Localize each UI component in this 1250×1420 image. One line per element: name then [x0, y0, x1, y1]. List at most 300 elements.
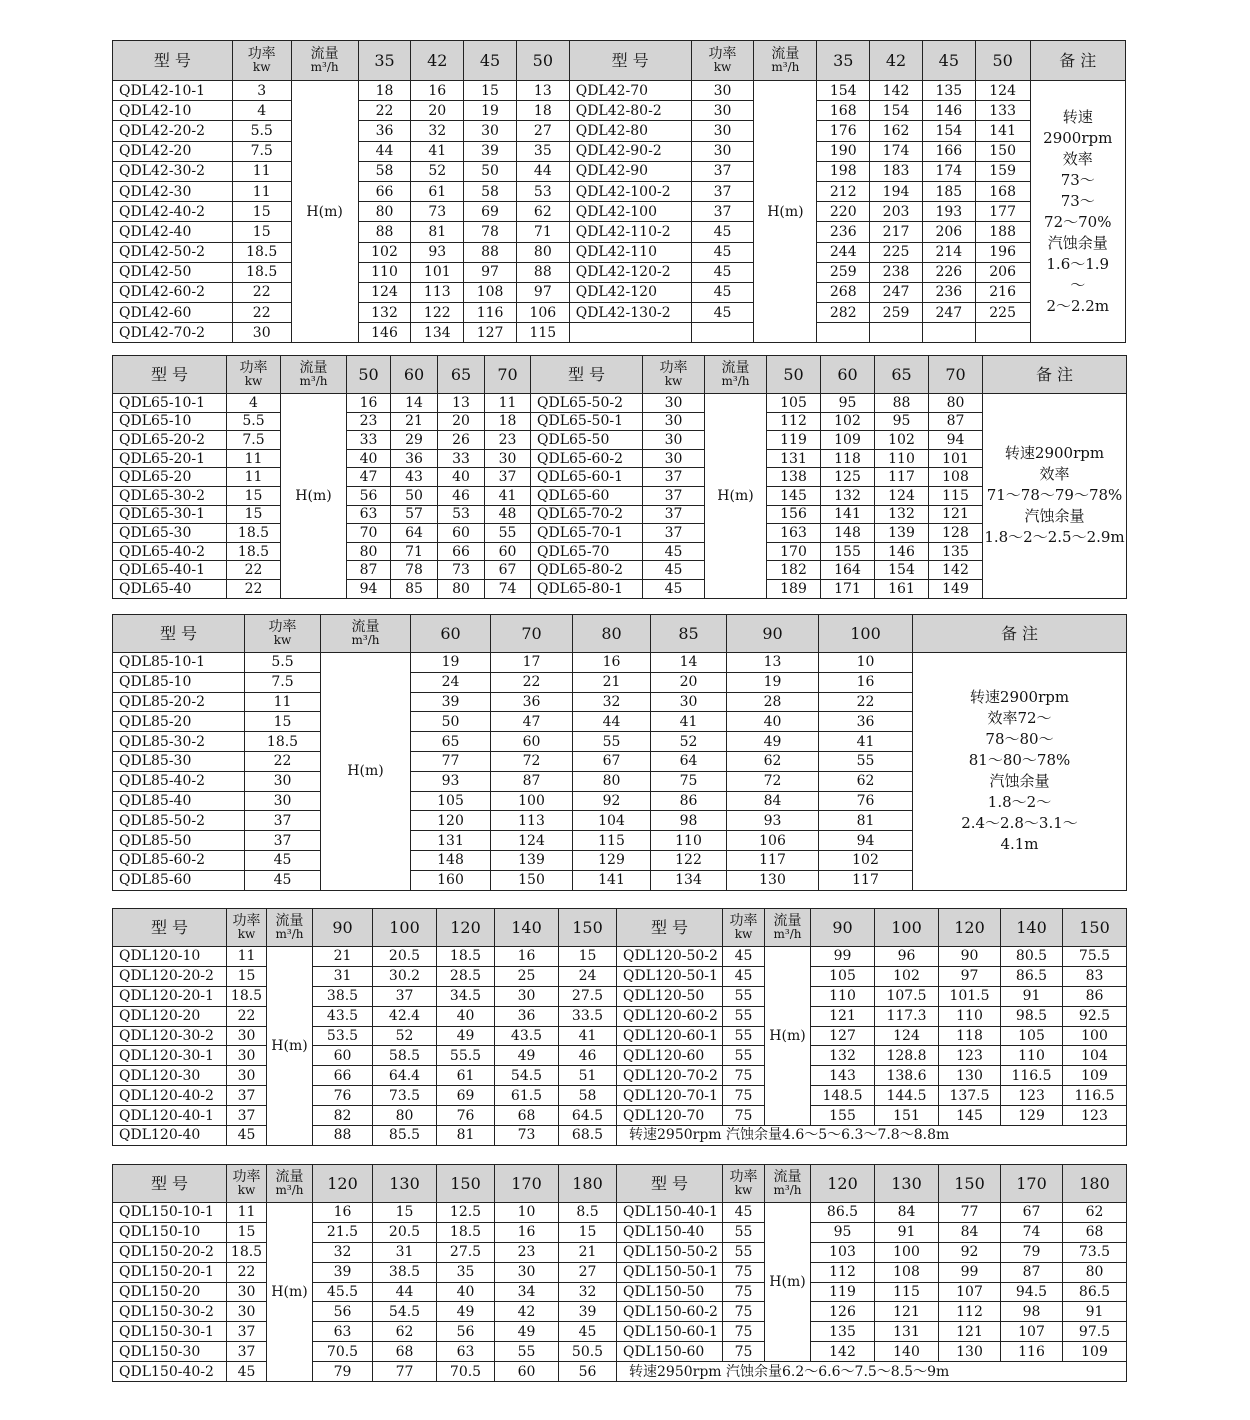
power-cell: 18.5 — [227, 542, 281, 561]
head-value-cell: 85.5 — [373, 1126, 437, 1146]
flow-value-header: 50 — [767, 356, 821, 394]
power-cell: 45 — [691, 262, 754, 282]
head-value-cell: 45 — [559, 1322, 617, 1342]
head-value-cell: 124 — [875, 1026, 939, 1046]
model-cell: QDL120-50-2 — [617, 947, 723, 967]
head-value-cell: 115 — [516, 323, 569, 343]
head-value-cell: 171 — [821, 579, 875, 598]
power-label: 功率 — [247, 45, 276, 62]
head-value-cell: 154 — [922, 121, 975, 141]
head-value-cell: 55 — [819, 751, 913, 771]
head-value-cell: 39 — [464, 141, 517, 161]
power-cell: 37 — [691, 181, 754, 201]
power-cell: 22 — [245, 751, 321, 771]
head-value-cell: 23 — [485, 431, 531, 450]
head-value-cell: 121 — [811, 1006, 875, 1026]
model-header: 型 号 — [113, 615, 245, 653]
head-value-cell: 20 — [651, 672, 727, 692]
model-cell: QDL65-80-2 — [531, 561, 643, 580]
power-cell: 45 — [691, 303, 754, 323]
head-value-cell: 55 — [485, 524, 531, 543]
table-row — [113, 412, 1127, 431]
power-cell: 18.5 — [232, 242, 291, 262]
head-value-cell: 85 — [391, 579, 438, 598]
power-cell: 30 — [643, 431, 705, 450]
head-value-cell: 23 — [495, 1242, 559, 1262]
head-value-cell: 123 — [1001, 1086, 1063, 1106]
header-row — [113, 356, 1127, 394]
head-value-cell: 119 — [811, 1282, 875, 1302]
head-value-cell: 98 — [1001, 1302, 1063, 1322]
power-cell: 22 — [232, 282, 291, 302]
head-value-cell: 206 — [975, 262, 1030, 282]
head-value-cell: 121 — [939, 1322, 1001, 1342]
spec-table-qdl150 — [112, 1164, 1127, 1382]
head-value-cell: 100 — [1063, 1026, 1127, 1046]
header-row — [113, 615, 1127, 653]
head-value-cell: 150 — [975, 141, 1030, 161]
head-value-cell: 104 — [573, 811, 651, 831]
head-value-cell: 26 — [438, 431, 485, 450]
flow-value-header: 70 — [929, 356, 983, 394]
head-value-cell: 130 — [727, 870, 819, 890]
head-value-cell: 92 — [573, 791, 651, 811]
head-value-cell: 109 — [821, 431, 875, 450]
remark-note: 转速2900rpm 效率72～ 78～80～ 81～80～78% 汽蚀余量 1.8～2～ 2.4～2.8～3.1～ 4.1m — [913, 653, 1127, 891]
power-cell: 75 — [723, 1322, 765, 1342]
flow-value-header: 170 — [495, 1165, 559, 1203]
head-value-cell: 166 — [922, 141, 975, 161]
model-cell: QDL120-60 — [617, 1046, 723, 1066]
head-value-cell: 45.5 — [313, 1282, 373, 1302]
head-value-cell: 49 — [727, 732, 819, 752]
head-value-cell: 48 — [485, 505, 531, 524]
model-cell: QDL85-60-2 — [113, 850, 245, 870]
head-value-cell: 76 — [313, 1086, 373, 1106]
flow-value-header: 130 — [875, 1165, 939, 1203]
head-value-cell: 99 — [811, 947, 875, 967]
model-cell: QDL120-30 — [113, 1066, 227, 1086]
head-value-cell: 134 — [411, 323, 464, 343]
power-label: 功率 — [708, 45, 737, 62]
power-cell: 30 — [227, 1026, 267, 1046]
model-cell: QDL150-40 — [617, 1222, 723, 1242]
head-value-cell: 95 — [875, 412, 929, 431]
head-value-cell: 190 — [817, 141, 870, 161]
table-row — [113, 468, 1127, 487]
head-value-cell: 108 — [875, 1262, 939, 1282]
head-value-cell: 132 — [811, 1046, 875, 1066]
flow-header — [765, 909, 811, 947]
head-value-cell: 121 — [875, 1302, 939, 1322]
head-value-cell: 36 — [819, 712, 913, 732]
head-value-cell: 36 — [491, 692, 573, 712]
table-row — [113, 431, 1127, 450]
flow-value-header: 150 — [437, 1165, 495, 1203]
flow-header — [291, 41, 358, 81]
model-cell: QDL150-20-1 — [113, 1262, 227, 1282]
table-row — [113, 181, 1126, 201]
head-value-cell: 106 — [727, 831, 819, 851]
head-value-cell: 16 — [573, 653, 651, 673]
model-cell: QDL65-20 — [113, 468, 227, 487]
head-value-cell: 88 — [875, 394, 929, 413]
head-value-cell: 109 — [1063, 1342, 1127, 1362]
head-value-cell: 50 — [464, 161, 517, 181]
head-value-cell: 268 — [817, 282, 870, 302]
head-value-cell: 24 — [559, 966, 617, 986]
model-cell: QDL65-50 — [531, 431, 643, 450]
head-value-cell: 47 — [347, 468, 391, 487]
head-value-cell: 79 — [313, 1362, 373, 1382]
flow-value-header: 60 — [391, 356, 438, 394]
model-cell: QDL120-30-2 — [113, 1026, 227, 1046]
head-value-cell: 86.5 — [1001, 966, 1063, 986]
power-cell: 55 — [723, 986, 765, 1006]
model-cell: QDL65-40 — [113, 579, 227, 598]
head-value-cell: 64 — [391, 524, 438, 543]
power-cell: 15 — [245, 712, 321, 732]
head-value-cell: 110 — [875, 449, 929, 468]
head-value-cell: 33 — [438, 449, 485, 468]
head-value-cell: 93 — [727, 811, 819, 831]
model-cell: QDL65-60-2 — [531, 449, 643, 468]
head-value-cell: 11 — [485, 394, 531, 413]
head-value-cell: 129 — [1001, 1106, 1063, 1126]
head-value-cell: 49 — [495, 1046, 559, 1066]
flow-unit: m³/h — [310, 59, 339, 74]
head-value-cell: 19 — [464, 101, 517, 121]
model-cell: QDL65-70-2 — [531, 505, 643, 524]
head-value-cell: 98.5 — [1001, 1006, 1063, 1026]
head-value-cell: 33.5 — [559, 1006, 617, 1026]
power-unit: kw — [273, 632, 292, 647]
model-cell: QDL120-50 — [617, 986, 723, 1006]
power-cell: 37 — [227, 1106, 267, 1126]
model-header: 型 号 — [569, 41, 691, 81]
model-cell: QDL150-30-2 — [113, 1302, 227, 1322]
head-value-cell: 214 — [922, 242, 975, 262]
table-row — [113, 449, 1127, 468]
model-cell: QDL150-60 — [617, 1342, 723, 1362]
head-value-cell: 53.5 — [313, 1026, 373, 1046]
head-value-cell: 13 — [516, 81, 569, 101]
power-cell: 22 — [227, 579, 281, 598]
flow-value-header: 65 — [875, 356, 929, 394]
flow-value-header: 90 — [811, 909, 875, 947]
head-value-cell: 13 — [438, 394, 485, 413]
head-value-cell: 27 — [559, 1262, 617, 1282]
table-row — [113, 579, 1127, 598]
model-cell: QDL120-70-1 — [617, 1086, 723, 1106]
head-value-cell: 80 — [1063, 1262, 1127, 1282]
model-cell: QDL120-20 — [113, 1006, 227, 1026]
power-cell: 55 — [723, 1026, 765, 1046]
flow-label: 流量 — [771, 45, 800, 62]
power-cell: 30 — [643, 449, 705, 468]
head-value-cell: 146 — [358, 323, 411, 343]
head-value-cell: 110 — [1001, 1046, 1063, 1066]
head-value-cell: 141 — [573, 870, 651, 890]
table-row — [113, 222, 1126, 242]
head-value-cell: 225 — [870, 242, 923, 262]
head-value-cell: 109 — [1063, 1066, 1127, 1086]
head-value-cell: 36 — [358, 121, 411, 141]
head-value-cell: 102 — [821, 412, 875, 431]
head-value-cell: 94.5 — [1001, 1282, 1063, 1302]
head-value-cell: 43.5 — [313, 1006, 373, 1026]
head-value-cell: 21 — [391, 412, 438, 431]
head-value-cell: 18 — [516, 101, 569, 121]
head-value-cell: 18.5 — [437, 1222, 495, 1242]
head-value-cell: 81 — [411, 222, 464, 242]
table-row — [113, 653, 1127, 673]
head-value-cell: 107 — [1001, 1322, 1063, 1342]
power-cell: 15 — [227, 966, 267, 986]
head-value-cell: 13 — [727, 653, 819, 673]
flow-header — [754, 41, 817, 81]
head-value-cell: 67 — [1001, 1203, 1063, 1223]
flow-value-header: 120 — [939, 909, 1001, 947]
power-cell — [691, 323, 754, 343]
flow-value-header: 70 — [491, 615, 573, 653]
power-unit: kw — [237, 1182, 256, 1197]
head-value-cell: 102 — [819, 850, 913, 870]
head-value-cell: 53 — [438, 505, 485, 524]
head-label: H(m) — [291, 81, 358, 343]
head-value-cell: 73 — [438, 561, 485, 580]
head-value-cell: 101 — [929, 449, 983, 468]
power-cell: 15 — [227, 1222, 267, 1242]
table-row — [113, 394, 1127, 413]
flow-value-header: 100 — [875, 909, 939, 947]
power-unit: kw — [252, 59, 271, 74]
head-value-cell: 145 — [767, 486, 821, 505]
head-value-cell: 86 — [651, 791, 727, 811]
head-value-cell: 86.5 — [811, 1203, 875, 1223]
head-value-cell: 177 — [975, 202, 1030, 222]
flow-value-header: 150 — [939, 1165, 1001, 1203]
head-value-cell: 73.5 — [1063, 1242, 1127, 1262]
head-value-cell: 131 — [767, 449, 821, 468]
head-value-cell: 41 — [651, 712, 727, 732]
power-cell: 37 — [227, 1086, 267, 1106]
head-value-cell: 28 — [727, 692, 819, 712]
head-value-cell: 66 — [313, 1066, 373, 1086]
model-cell: QDL42-60-2 — [113, 282, 233, 302]
head-value-cell: 52 — [373, 1026, 437, 1046]
power-unit: kw — [734, 1182, 753, 1197]
head-value-cell: 150 — [491, 870, 573, 890]
head-value-cell: 129 — [573, 850, 651, 870]
flow-label: 流量 — [773, 912, 802, 929]
model-header: 型 号 — [617, 1165, 723, 1203]
head-value-cell: 112 — [939, 1302, 1001, 1322]
table-row — [113, 81, 1126, 101]
footer-note: 转速2950rpm 汽蚀余量4.6～5～6.3～7.8～8.8m — [617, 1126, 1127, 1146]
head-label: H(m) — [281, 394, 347, 599]
head-value-cell: 39 — [411, 692, 491, 712]
head-value-cell: 28.5 — [437, 966, 495, 986]
header-row — [113, 1165, 1127, 1203]
model-cell: QDL42-20 — [113, 141, 233, 161]
head-value-cell: 77 — [411, 751, 491, 771]
head-value-cell: 74 — [1001, 1222, 1063, 1242]
head-value-cell: 44 — [373, 1282, 437, 1302]
model-header: 型 号 — [113, 909, 227, 947]
footer-note: 转速2950rpm 汽蚀余量6.2～6.6～7.5～8.5～9m — [617, 1362, 1127, 1382]
head-value-cell: 87 — [929, 412, 983, 431]
head-value-cell: 212 — [817, 181, 870, 201]
head-value-cell: 117 — [875, 468, 929, 487]
head-value-cell: 91 — [1001, 986, 1063, 1006]
head-value-cell: 52 — [651, 732, 727, 752]
model-cell: QDL150-60-2 — [617, 1302, 723, 1322]
flow-value-header: 140 — [1001, 909, 1063, 947]
head-value-cell: 24 — [411, 672, 491, 692]
spec-table-qdl85 — [112, 614, 1127, 891]
head-value-cell: 97 — [939, 966, 1001, 986]
head-value-cell: 106 — [516, 303, 569, 323]
head-value-cell: 132 — [821, 486, 875, 505]
head-value-cell: 67 — [485, 561, 531, 580]
head-value-cell: 56 — [437, 1322, 495, 1342]
head-value-cell: 92 — [939, 1242, 1001, 1262]
head-value-cell: 39 — [559, 1302, 617, 1322]
flow-value-header: 85 — [651, 615, 727, 653]
model-cell: QDL85-20-2 — [113, 692, 245, 712]
head-value-cell: 93 — [411, 242, 464, 262]
head-value-cell: 16 — [313, 1203, 373, 1223]
head-value-cell: 71 — [516, 222, 569, 242]
flow-value-header: 100 — [819, 615, 913, 653]
head-value-cell: 27.5 — [437, 1242, 495, 1262]
flow-value-header: 90 — [313, 909, 373, 947]
head-value-cell: 155 — [811, 1106, 875, 1126]
head-value-cell: 30 — [464, 121, 517, 141]
head-value-cell: 95 — [821, 394, 875, 413]
power-cell: 18.5 — [227, 524, 281, 543]
power-header — [227, 356, 281, 394]
model-cell: QDL65-30 — [113, 524, 227, 543]
table-row — [113, 262, 1126, 282]
head-value-cell: 138 — [767, 468, 821, 487]
head-value-cell: 68 — [495, 1106, 559, 1126]
head-value-cell: 162 — [870, 121, 923, 141]
head-value-cell: 61 — [411, 181, 464, 201]
head-value-cell: 133 — [975, 101, 1030, 121]
model-cell: QDL42-50 — [113, 262, 233, 282]
head-value-cell: 34.5 — [437, 986, 495, 1006]
model-cell: QDL42-80 — [569, 121, 691, 141]
model-cell: QDL150-60-1 — [617, 1322, 723, 1342]
head-value-cell: 102 — [875, 966, 939, 986]
power-header — [691, 41, 754, 81]
head-value-cell: 137.5 — [939, 1086, 1001, 1106]
head-value-cell: 124 — [358, 282, 411, 302]
head-value-cell: 68 — [1063, 1222, 1127, 1242]
power-cell: 45 — [227, 1362, 267, 1382]
head-value-cell: 66 — [358, 181, 411, 201]
flow-value-header: 35 — [817, 41, 870, 81]
head-value-cell: 132 — [358, 303, 411, 323]
flow-unit: m³/h — [275, 1182, 304, 1197]
head-value-cell: 124 — [875, 486, 929, 505]
model-cell: QDL85-20 — [113, 712, 245, 732]
power-cell: 30 — [227, 1302, 267, 1322]
head-value-cell: 188 — [975, 222, 1030, 242]
head-value-cell: 163 — [767, 524, 821, 543]
head-value-cell: 126 — [811, 1302, 875, 1322]
flow-label: 流量 — [275, 1168, 304, 1185]
model-header: 型 号 — [113, 41, 233, 81]
power-cell: 75 — [723, 1302, 765, 1322]
model-cell: QDL65-40-1 — [113, 561, 227, 580]
head-value-cell: 102 — [358, 242, 411, 262]
power-cell: 55 — [723, 1222, 765, 1242]
head-value-cell: 73 — [495, 1126, 559, 1146]
head-value-cell: 75 — [651, 771, 727, 791]
table-row — [113, 524, 1127, 543]
head-value-cell: 146 — [922, 101, 975, 121]
flow-value-header: 120 — [313, 1165, 373, 1203]
head-value-cell: 110 — [651, 831, 727, 851]
head-value-cell: 49 — [437, 1302, 495, 1322]
head-value-cell: 37 — [485, 468, 531, 487]
head-value-cell: 105 — [411, 791, 491, 811]
power-cell: 30 — [245, 771, 321, 791]
head-value-cell: 127 — [811, 1026, 875, 1046]
head-value-cell: 42 — [495, 1302, 559, 1322]
head-value-cell: 31 — [373, 1242, 437, 1262]
head-value-cell: 174 — [870, 141, 923, 161]
head-value-cell: 18 — [485, 412, 531, 431]
power-cell: 4 — [232, 101, 291, 121]
power-header — [723, 1165, 765, 1203]
model-cell: QDL150-10 — [113, 1222, 227, 1242]
model-cell: QDL65-60 — [531, 486, 643, 505]
head-value-cell: 123 — [939, 1046, 1001, 1066]
head-value-cell: 101.5 — [939, 986, 1001, 1006]
flow-value-header: 42 — [870, 41, 923, 81]
flow-value-header: 150 — [559, 909, 617, 947]
head-value-cell: 81 — [819, 811, 913, 831]
model-cell: QDL42-70-2 — [113, 323, 233, 343]
power-cell: 15 — [227, 486, 281, 505]
model-cell: QDL42-30-2 — [113, 161, 233, 181]
head-value-cell: 19 — [411, 653, 491, 673]
head-value-cell: 94 — [819, 831, 913, 851]
head-value-cell — [817, 323, 870, 343]
head-value-cell: 63 — [437, 1342, 495, 1362]
model-cell: QDL42-110-2 — [569, 222, 691, 242]
head-label: H(m) — [267, 1203, 313, 1382]
head-value-cell: 33 — [347, 431, 391, 450]
head-value-cell: 135 — [922, 81, 975, 101]
model-cell: QDL65-20-1 — [113, 449, 227, 468]
head-value-cell: 131 — [875, 1322, 939, 1342]
head-value-cell: 69 — [437, 1086, 495, 1106]
head-value-cell: 20 — [438, 412, 485, 431]
head-value-cell: 149 — [929, 579, 983, 598]
head-value-cell: 61 — [437, 1066, 495, 1086]
head-value-cell: 84 — [875, 1203, 939, 1223]
head-value-cell: 64 — [651, 751, 727, 771]
head-value-cell: 116 — [1001, 1342, 1063, 1362]
head-value-cell: 282 — [817, 303, 870, 323]
flow-label: 流量 — [773, 1168, 802, 1185]
remark-header: 备 注 — [913, 615, 1127, 653]
